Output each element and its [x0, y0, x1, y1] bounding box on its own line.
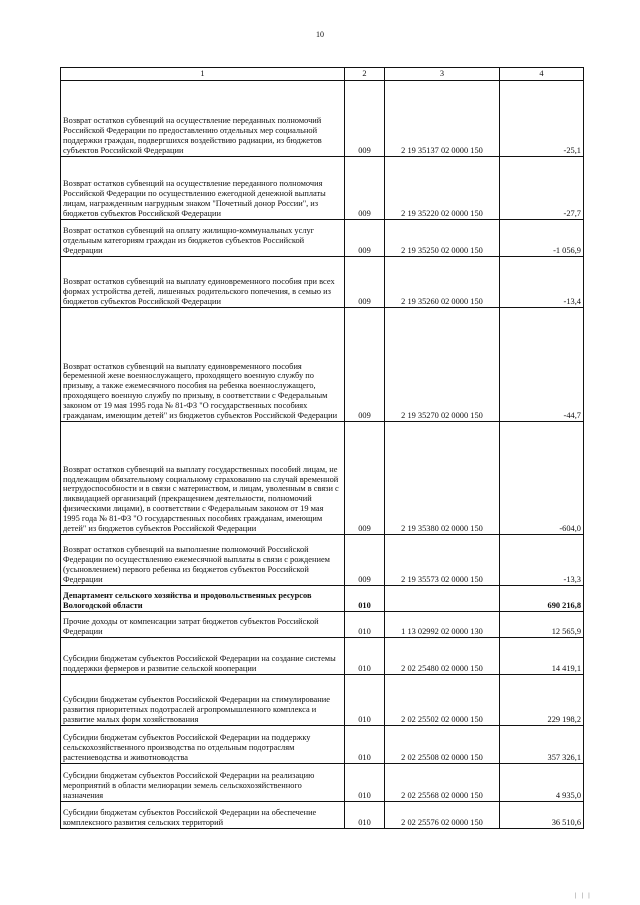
- row-description: Субсидии бюджетам субъектов Российской Федерации на реализацию мероприятий в области мелиорации земель сельскохозяйственного назначения: [61, 764, 345, 802]
- table-row: [61, 638, 584, 675]
- row-budget-classification-code: 2 02 25576 02 0000 150: [385, 802, 500, 829]
- row-amount: -13,3: [500, 535, 584, 586]
- row-admin-code: 010: [345, 638, 385, 675]
- row-admin-code: 010: [345, 586, 385, 612]
- department-total: 690 216,8: [500, 586, 584, 612]
- row-budget-classification-code: 2 19 35220 02 0000 150: [385, 157, 500, 220]
- row-admin-code: 009: [345, 157, 385, 220]
- page-number: 10: [316, 30, 324, 39]
- scan-corner-mark: | | |: [575, 893, 592, 899]
- row-description: Прочие доходы от компенсации затрат бюджетов субъектов Российской Федерации: [61, 612, 345, 638]
- table-row: [61, 422, 584, 535]
- row-description: Субсидии бюджетам субъектов Российской Федерации на поддержку сельскохозяйственного производства по отдельным подотраслям растениеводства и животноводства: [61, 726, 345, 764]
- row-admin-code: 009: [345, 257, 385, 308]
- row-budget-classification-code: 2 02 25502 02 0000 150: [385, 675, 500, 726]
- row-description: Возврат остатков субвенций на оплату жилищно-коммунальных услуг отдельным категориям граждан из бюджетов субъектов Российской Федерации: [61, 220, 345, 257]
- row-budget-classification-code: 1 13 02992 02 0000 130: [385, 612, 500, 638]
- row-description: Субсидии бюджетам субъектов Российской Федерации на обеспечение комплексного развития сельских территорий: [61, 802, 345, 829]
- row-description: Возврат остатков субвенций на выплату государственных пособий лицам, не подлежащим обязательному социальному страхованию на случай временной нетрудоспособности и в связи с материнством, и лицам, уволенным в связи с ликвидацией организаций (прекращением деятельности, полномочий физическими лицами), в соответствии с Федеральным законом от 19 мая 1995 года № 81-ФЗ "О государственных пособиях гражданам, имеющим детей" из бюджетов субъектов Российской Федерации: [61, 422, 345, 535]
- row-amount: 357 326,1: [500, 726, 584, 764]
- row-description: Возврат остатков субвенций на осуществление переданных полномочий Российской Федерации по предоставлению отдельных мер социальной поддержки граждан, подвергшихся воздействию радиации, из бюджетов субъектов Российской Федерации: [61, 81, 345, 157]
- row-budget-classification-code: 2 19 35573 02 0000 150: [385, 535, 500, 586]
- row-admin-code: 009: [345, 81, 385, 157]
- table-row: [61, 535, 584, 586]
- row-amount: -27,7: [500, 157, 584, 220]
- row-description: Возврат остатков субвенций на выполнение полномочий Российской Федерации по осуществлению ежемесячной выплаты в связи с рождением (усыновлением) первого ребенка из бюджетов субъектов Российской Федерации: [61, 535, 345, 586]
- row-admin-code: 010: [345, 802, 385, 829]
- row-admin-code: 010: [345, 726, 385, 764]
- row-amount: -604,0: [500, 422, 584, 535]
- row-amount: 4 935,0: [500, 764, 584, 802]
- row-budget-classification-code: 2 02 25568 02 0000 150: [385, 764, 500, 802]
- table-row: [61, 764, 584, 802]
- table-row: [61, 675, 584, 726]
- row-amount: 229 198,2: [500, 675, 584, 726]
- table-row: [61, 612, 584, 638]
- row-admin-code: 009: [345, 535, 385, 586]
- row-admin-code: 010: [345, 675, 385, 726]
- header-col-2: 2: [345, 68, 385, 81]
- table-row-department: [61, 586, 584, 612]
- row-admin-code: 009: [345, 220, 385, 257]
- department-name: Департамент сельского хозяйства и продовольственных ресурсов Вологодской области: [61, 586, 345, 612]
- row-amount: -25,1: [500, 81, 584, 157]
- row-budget-classification-code: 2 19 35270 02 0000 150: [385, 308, 500, 422]
- row-amount: -44,7: [500, 308, 584, 422]
- header-col-4: 4: [500, 68, 584, 81]
- row-amount: -1 056,9: [500, 220, 584, 257]
- row-amount: -13,4: [500, 257, 584, 308]
- row-budget-classification-code: 2 02 25480 02 0000 150: [385, 638, 500, 675]
- row-amount: 12 565,9: [500, 612, 584, 638]
- row-budget-classification-code: 2 19 35250 02 0000 150: [385, 220, 500, 257]
- table-row: [61, 220, 584, 257]
- row-admin-code: 010: [345, 764, 385, 802]
- row-budget-classification-code: 2 19 35260 02 0000 150: [385, 257, 500, 308]
- table-row: [61, 257, 584, 308]
- table-row: [61, 726, 584, 764]
- header-col-1: 1: [61, 68, 345, 81]
- table-header-row: [61, 68, 584, 81]
- row-budget-classification-code: [385, 586, 500, 612]
- row-description: Субсидии бюджетам субъектов Российской Федерации на создание системы поддержки фермеров и развитие сельской кооперации: [61, 638, 345, 675]
- header-col-3: 3: [385, 68, 500, 81]
- row-description: Возврат остатков субвенций на выплату единовременного пособия при всех формах устройства детей, лишенных родительского попечения, в семью из бюджетов субъектов Российской Федерации: [61, 257, 345, 308]
- row-budget-classification-code: 2 02 25508 02 0000 150: [385, 726, 500, 764]
- row-admin-code: 010: [345, 612, 385, 638]
- row-amount: 36 510,6: [500, 802, 584, 829]
- budget-table: [60, 67, 584, 829]
- row-budget-classification-code: 2 19 35137 02 0000 150: [385, 81, 500, 157]
- row-description: Возврат остатков субвенций на осуществление переданного полномочия Российской Федерации по осуществлению ежегодной денежной выплаты лицам, награжденным нагрудным знаком "Почетный донор России", из бюджетов субъектов Российской Федерации: [61, 157, 345, 220]
- table-row: [61, 157, 584, 220]
- table-row: [61, 81, 584, 157]
- row-amount: 14 419,1: [500, 638, 584, 675]
- row-description: Субсидии бюджетам субъектов Российской Федерации на стимулирование развития приоритетных подотраслей агропромышленного комплекса и развитие малых форм хозяйствования: [61, 675, 345, 726]
- row-admin-code: 009: [345, 422, 385, 535]
- row-description: Возврат остатков субвенций на выплату единовременного пособия беременной жене военнослужащего, проходящего военную службу по призыву, а также ежемесячного пособия на ребенка военнослужащего, проходящего военную службу по призыву, в соответствии с Федеральным законом от 19 мая 1995 года № 81-ФЗ "О государственных пособиях гражданам, имеющим детей" из бюджетов субъектов Российской Федерации: [61, 308, 345, 422]
- row-admin-code: 009: [345, 308, 385, 422]
- row-budget-classification-code: 2 19 35380 02 0000 150: [385, 422, 500, 535]
- table-row: [61, 308, 584, 422]
- table-row: [61, 802, 584, 829]
